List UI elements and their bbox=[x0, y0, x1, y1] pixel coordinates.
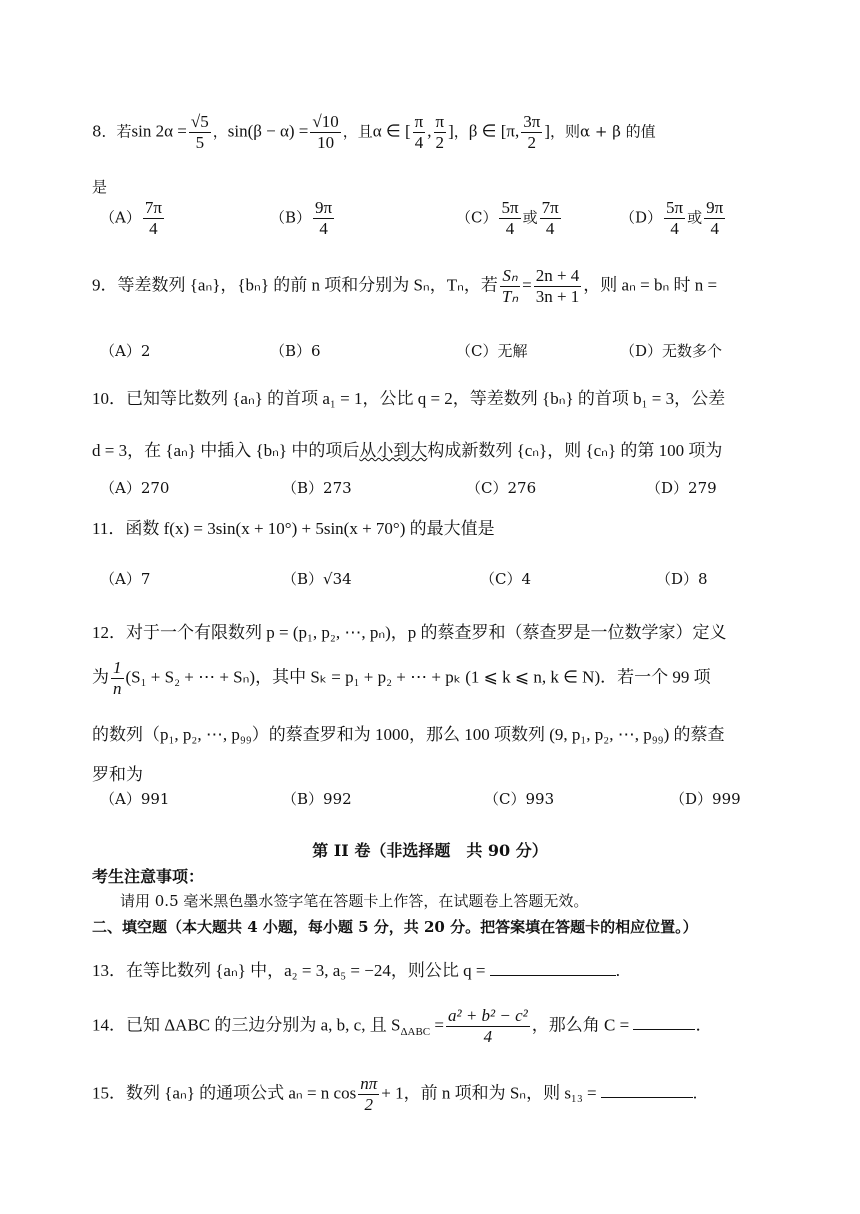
q8-option-c: （C） $\frac{5\pi}{4}$ 或 $\frac{7\pi}{4}$ bbox=[456, 198, 559, 238]
q10-option-b: （B）273 bbox=[282, 479, 352, 497]
q13-line: 13．在等比数列 {aₙ} 中，a₂ = 3, a₅ = −24，则公比 q = . bbox=[92, 961, 620, 980]
notice-title: 考生注意事项： bbox=[92, 867, 205, 886]
q9-option-d: （D）无数多个 bbox=[620, 342, 723, 360]
q9-option-c: （C）无解 bbox=[456, 342, 528, 360]
q8-frac1: $\frac{√5}{5}$ bbox=[190, 112, 209, 152]
q9-frac1: $\frac{\text{Sₙ}}{\text{Tₙ}}$ bbox=[501, 266, 519, 306]
q15-line: 15．数列 {aₙ} 的通项公式 aₙ = n cos $\frac{n\pi}{2}$ + 1，前 n 项和为 Sₙ，则 s₁₃ = . bbox=[92, 1074, 698, 1114]
q12-line3: 的数列（p₁, p₂, ⋯, p₉₉）的蔡查罗和为 1000，那么 100 项数列 (9, p₁, p₂, ⋯, p₉₉) 的蔡查 bbox=[92, 725, 725, 744]
q9-text1: 9．等差数列 {aₙ}，{bₙ} 的前 n 项和分别为 Sₙ，Tₙ，若 bbox=[92, 275, 498, 295]
q12-line1: 12．对于一个有限数列 p = (p₁, p₂, ⋯, pₙ)，p 的蔡查罗和（蔡查罗是一位数学家）定义 bbox=[92, 623, 727, 642]
q11-option-d: （D）8 bbox=[656, 570, 708, 588]
notice-text: 请用 0.5 毫米黑色墨水签字笔在答题卡上作答，在试题卷上答题无效。 bbox=[120, 892, 589, 910]
q12-option-c: （C）993 bbox=[484, 790, 555, 808]
q12-option-d: （D）999 bbox=[670, 790, 741, 808]
q9-option-b: （B）6 bbox=[270, 342, 321, 360]
q8-option-a: （A） $\frac{7\pi}{4}$ bbox=[100, 198, 162, 238]
q8-expr2: sin(β − α) = bbox=[227, 121, 309, 141]
q8-option-d: （D） $\frac{5\pi}{4}$ 或 $\frac{9\pi}{4}$ bbox=[620, 198, 724, 238]
q8-frac2: $\frac{√10}{10}$ bbox=[312, 112, 339, 152]
q9-line: 9．等差数列 {aₙ}，{bₙ} 的前 n 项和分别为 Sₙ，Tₙ，若 $\frac{\text{Sₙ}}{\text{Tₙ}}$ = $\frac{2n + 4}{3n + 1}$ ，则 aₙ = bₙ 时 n = bbox=[92, 266, 718, 306]
q8-expr4: β ∈ [π, bbox=[468, 121, 520, 141]
q11-option-a: （A）7 bbox=[100, 570, 151, 588]
q10-underlined: 从小到大 bbox=[359, 441, 428, 460]
q8-continuation: 是 bbox=[92, 178, 108, 196]
q8-line: 8．若sin 2α = $\frac{√5}{5}$ ，sin(β − α) = $\frac{√10}{10}$ ，且α ∈ [ $\frac{\pi}{4}$ , $\frac{\pi}{2}$ ]，β ∈ [π, $\frac{3\pi}{2}$ ]，则α + β 的值 bbox=[92, 112, 656, 152]
q9-frac2: $\frac{2n + 4}{3n + 1}$ bbox=[535, 266, 580, 306]
q11-line: 11．函数 f(x) = 3sin(x + 10°) + 5sin(x + 70°) 的最大值是 bbox=[92, 519, 495, 538]
q12-option-a: （A）991 bbox=[100, 790, 170, 808]
q15-answer-blank[interactable] bbox=[601, 1081, 693, 1098]
q12-line2: 为 $\frac{1}{n}$ (S₁ + S₂ + ⋯ + Sₙ)，其中 Sₖ = p₁ + p₂ + ⋯ + pₖ (1 ⩽ k ⩽ n, k ∈ N)．若一个 99 项 bbox=[92, 658, 711, 698]
q10-line2: d = 3，在 {aₙ} 中插入 {bₙ} 中的项后从小到大构成新数列 {cₙ}，则 {cₙ} 的第 100 项为 bbox=[92, 441, 723, 460]
q13-answer-blank[interactable] bbox=[490, 959, 616, 976]
q12-line4: 罗和为 bbox=[92, 765, 143, 784]
q11-option-c: （C）4 bbox=[480, 570, 532, 588]
q8-expr3: α ∈ [ bbox=[372, 121, 411, 141]
q10-option-d: （D）279 bbox=[646, 479, 717, 497]
q8-number: 8．若 bbox=[92, 122, 132, 141]
q15-frac: $\frac{n\pi}{2}$ bbox=[360, 1074, 378, 1114]
q10-option-a: （A）270 bbox=[100, 479, 170, 497]
q11-option-b: （B）√34 bbox=[282, 570, 352, 588]
part2-heading: 二、填空题（本大题共 4 小题，每小题 5 分，共 20 分。把答案填在答题卡的相应位置。） bbox=[92, 918, 698, 936]
q14-answer-blank[interactable] bbox=[633, 1013, 695, 1030]
q12-option-b: （B）992 bbox=[282, 790, 352, 808]
q9-text2: ，则 aₙ = bₙ 时 n = bbox=[583, 275, 718, 295]
q8-expr1: sin 2α = bbox=[131, 121, 187, 141]
q10-line1: 10．已知等比数列 {aₙ} 的首项 a₁ = 1，公比 q = 2，等差数列 {bₙ} 的首项 b₁ = 3，公差 bbox=[92, 389, 726, 408]
section2-title: 第 II 卷（非选择题 共 90 分） bbox=[312, 841, 548, 860]
q10-option-c: （C）276 bbox=[466, 479, 537, 497]
q9-option-a: （A）2 bbox=[100, 342, 151, 360]
q8-option-b: （B） $\frac{9\pi}{4}$ bbox=[270, 198, 333, 238]
q8-tail: ，则α + β 的值 bbox=[550, 122, 656, 141]
q14-frac: $\frac{\text{a² + b² − c²}}{4}$ bbox=[447, 1006, 528, 1046]
q14-line: 14．已知 ΔABC 的三边分别为 a, b, c, 且 $S_{\Delta ABC}$ = $\frac{\text{a² + b² − c²}}{4}$ ，那么角 C = ． bbox=[92, 1006, 713, 1046]
